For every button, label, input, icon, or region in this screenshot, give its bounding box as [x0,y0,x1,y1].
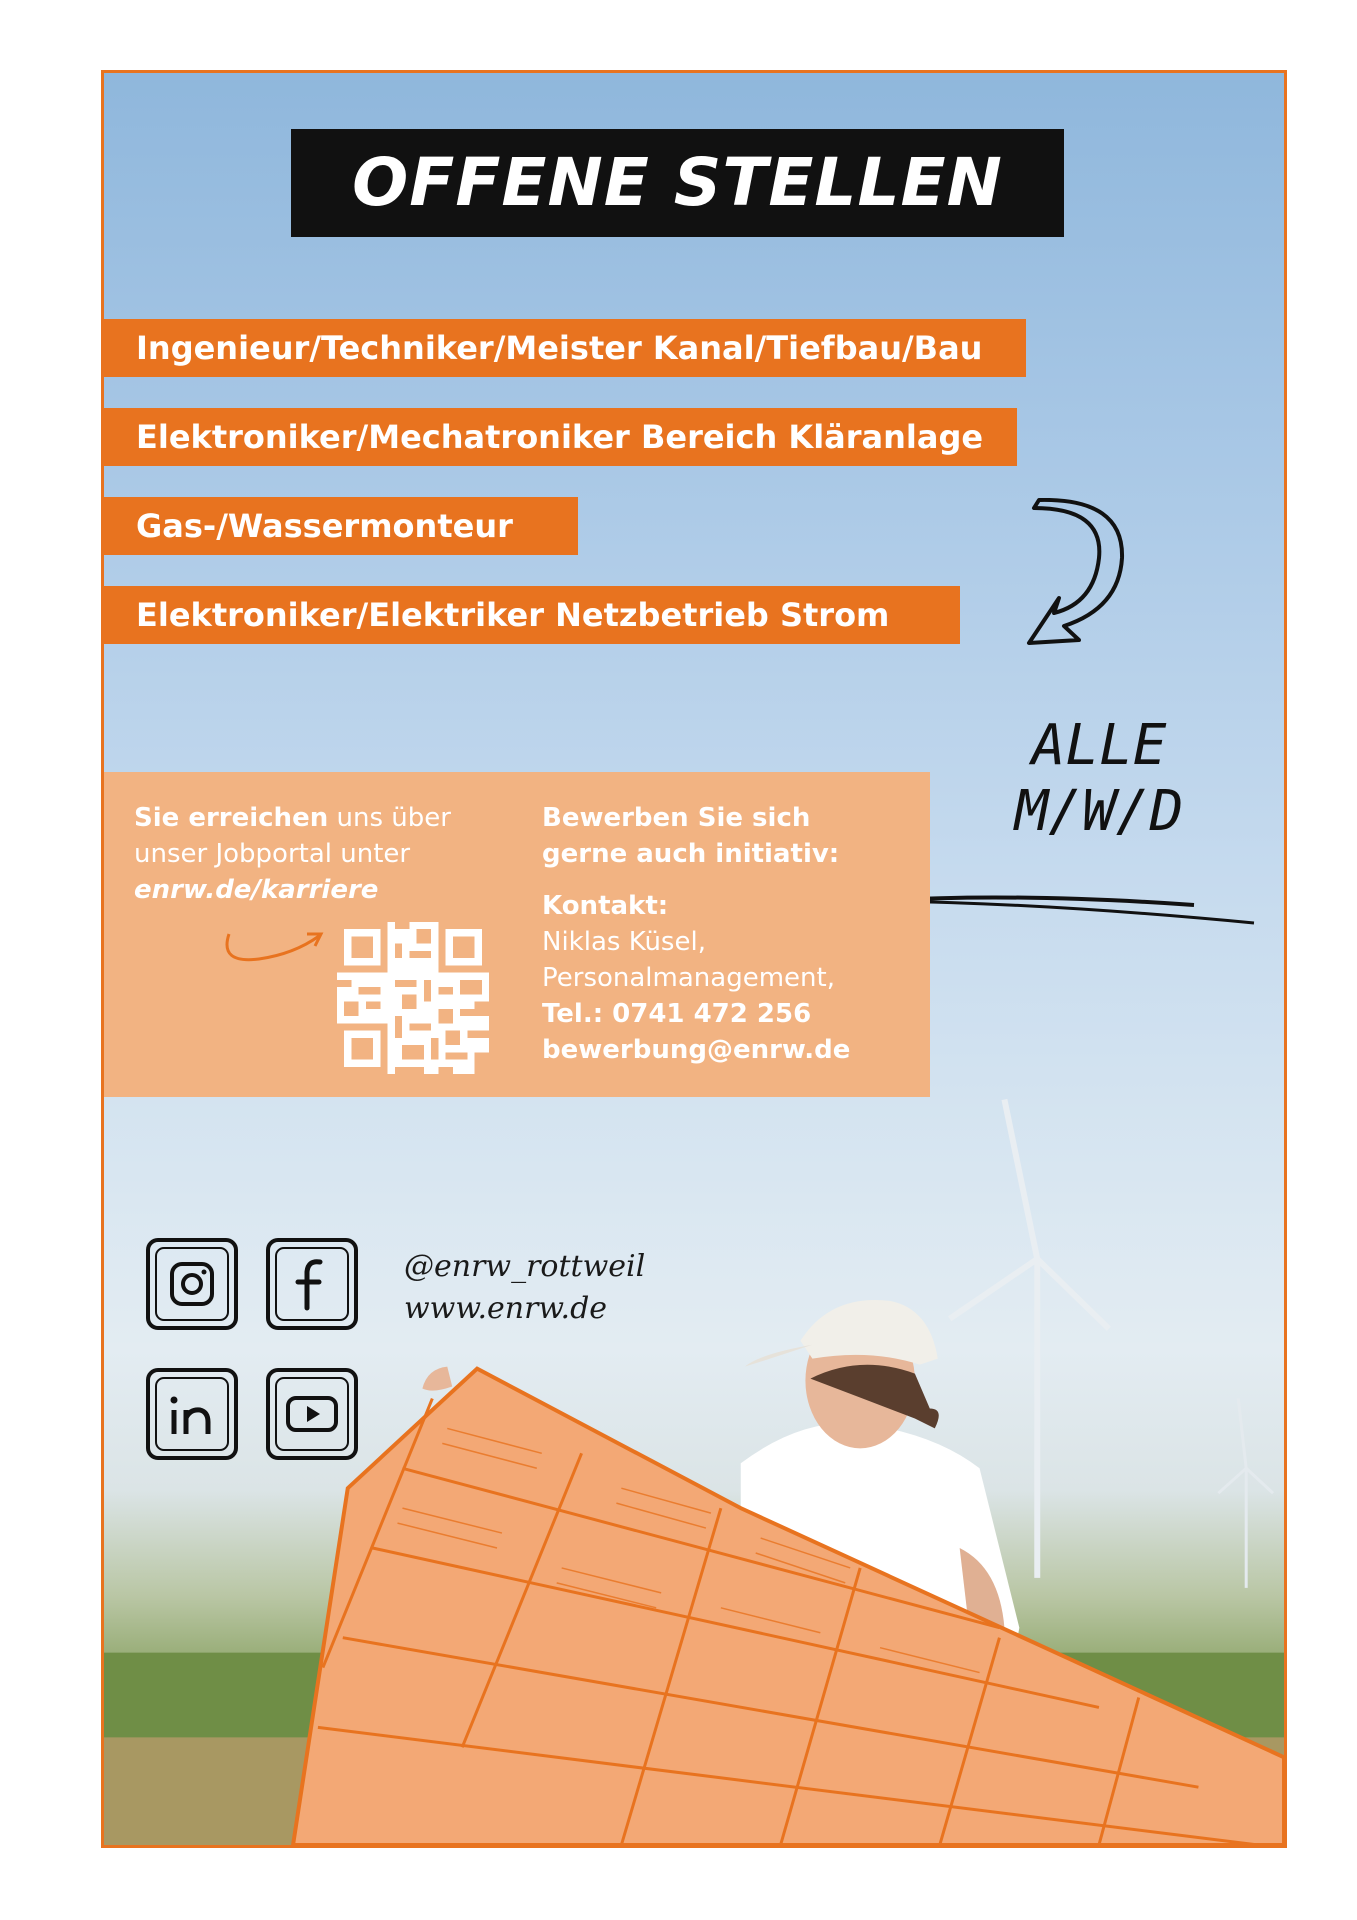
contact-name: Niklas Küsel, [542,927,706,957]
social-links [404,1246,645,1330]
gender-badge-line1: ALLE [1031,713,1167,778]
info-box [104,772,930,1097]
job-listing-2: Elektroniker/Mechatroniker Bereich Kläranlage [104,408,1017,466]
contact-label: Kontakt: [542,891,669,921]
page-title: OFFENE STELLEN [291,129,1064,237]
gender-badge-line2: M/W/D [1014,779,1184,844]
contact-role: Personalmanagement, [542,963,835,993]
apply-line2: gerne auch initiativ: [542,839,840,869]
contact-email[interactable]: bewerbung@enrw.de [542,1035,851,1065]
job-listing-3: Gas-/Wassermonteur [104,497,578,555]
poster-frame [101,70,1287,1848]
instagram-icon[interactable] [144,1236,240,1332]
gender-badge [949,713,1249,845]
apply-line1: Bewerben Sie sich [542,803,811,833]
portal-lead-bold: Sie erreichen [134,803,329,833]
website-link[interactable]: www.enrw.de [404,1291,608,1326]
portal-lead-rest: uns über [328,803,451,833]
social-handle[interactable]: @enrw_rottweil [404,1249,646,1284]
job-listing-1: Ingenieur/Techniker/Meister Kanal/Tiefbau/Bau [104,319,1026,377]
linkedin-icon[interactable] [144,1366,240,1462]
qr-code[interactable] [337,922,489,1074]
portal-url[interactable]: enrw.de/karriere [134,875,379,905]
youtube-icon[interactable] [264,1366,360,1462]
portal-line2: unser Jobportal unter [134,839,411,869]
curved-arrow-icon [1014,498,1134,678]
facebook-icon[interactable] [264,1236,360,1332]
contact-info [542,800,922,1068]
portal-info [134,800,504,908]
pointer-arrow-icon [219,924,329,969]
job-listing-4: Elektroniker/Elektriker Netzbetrieb Strom [104,586,960,644]
contact-phone[interactable]: Tel.: 0741 472 256 [542,999,812,1029]
